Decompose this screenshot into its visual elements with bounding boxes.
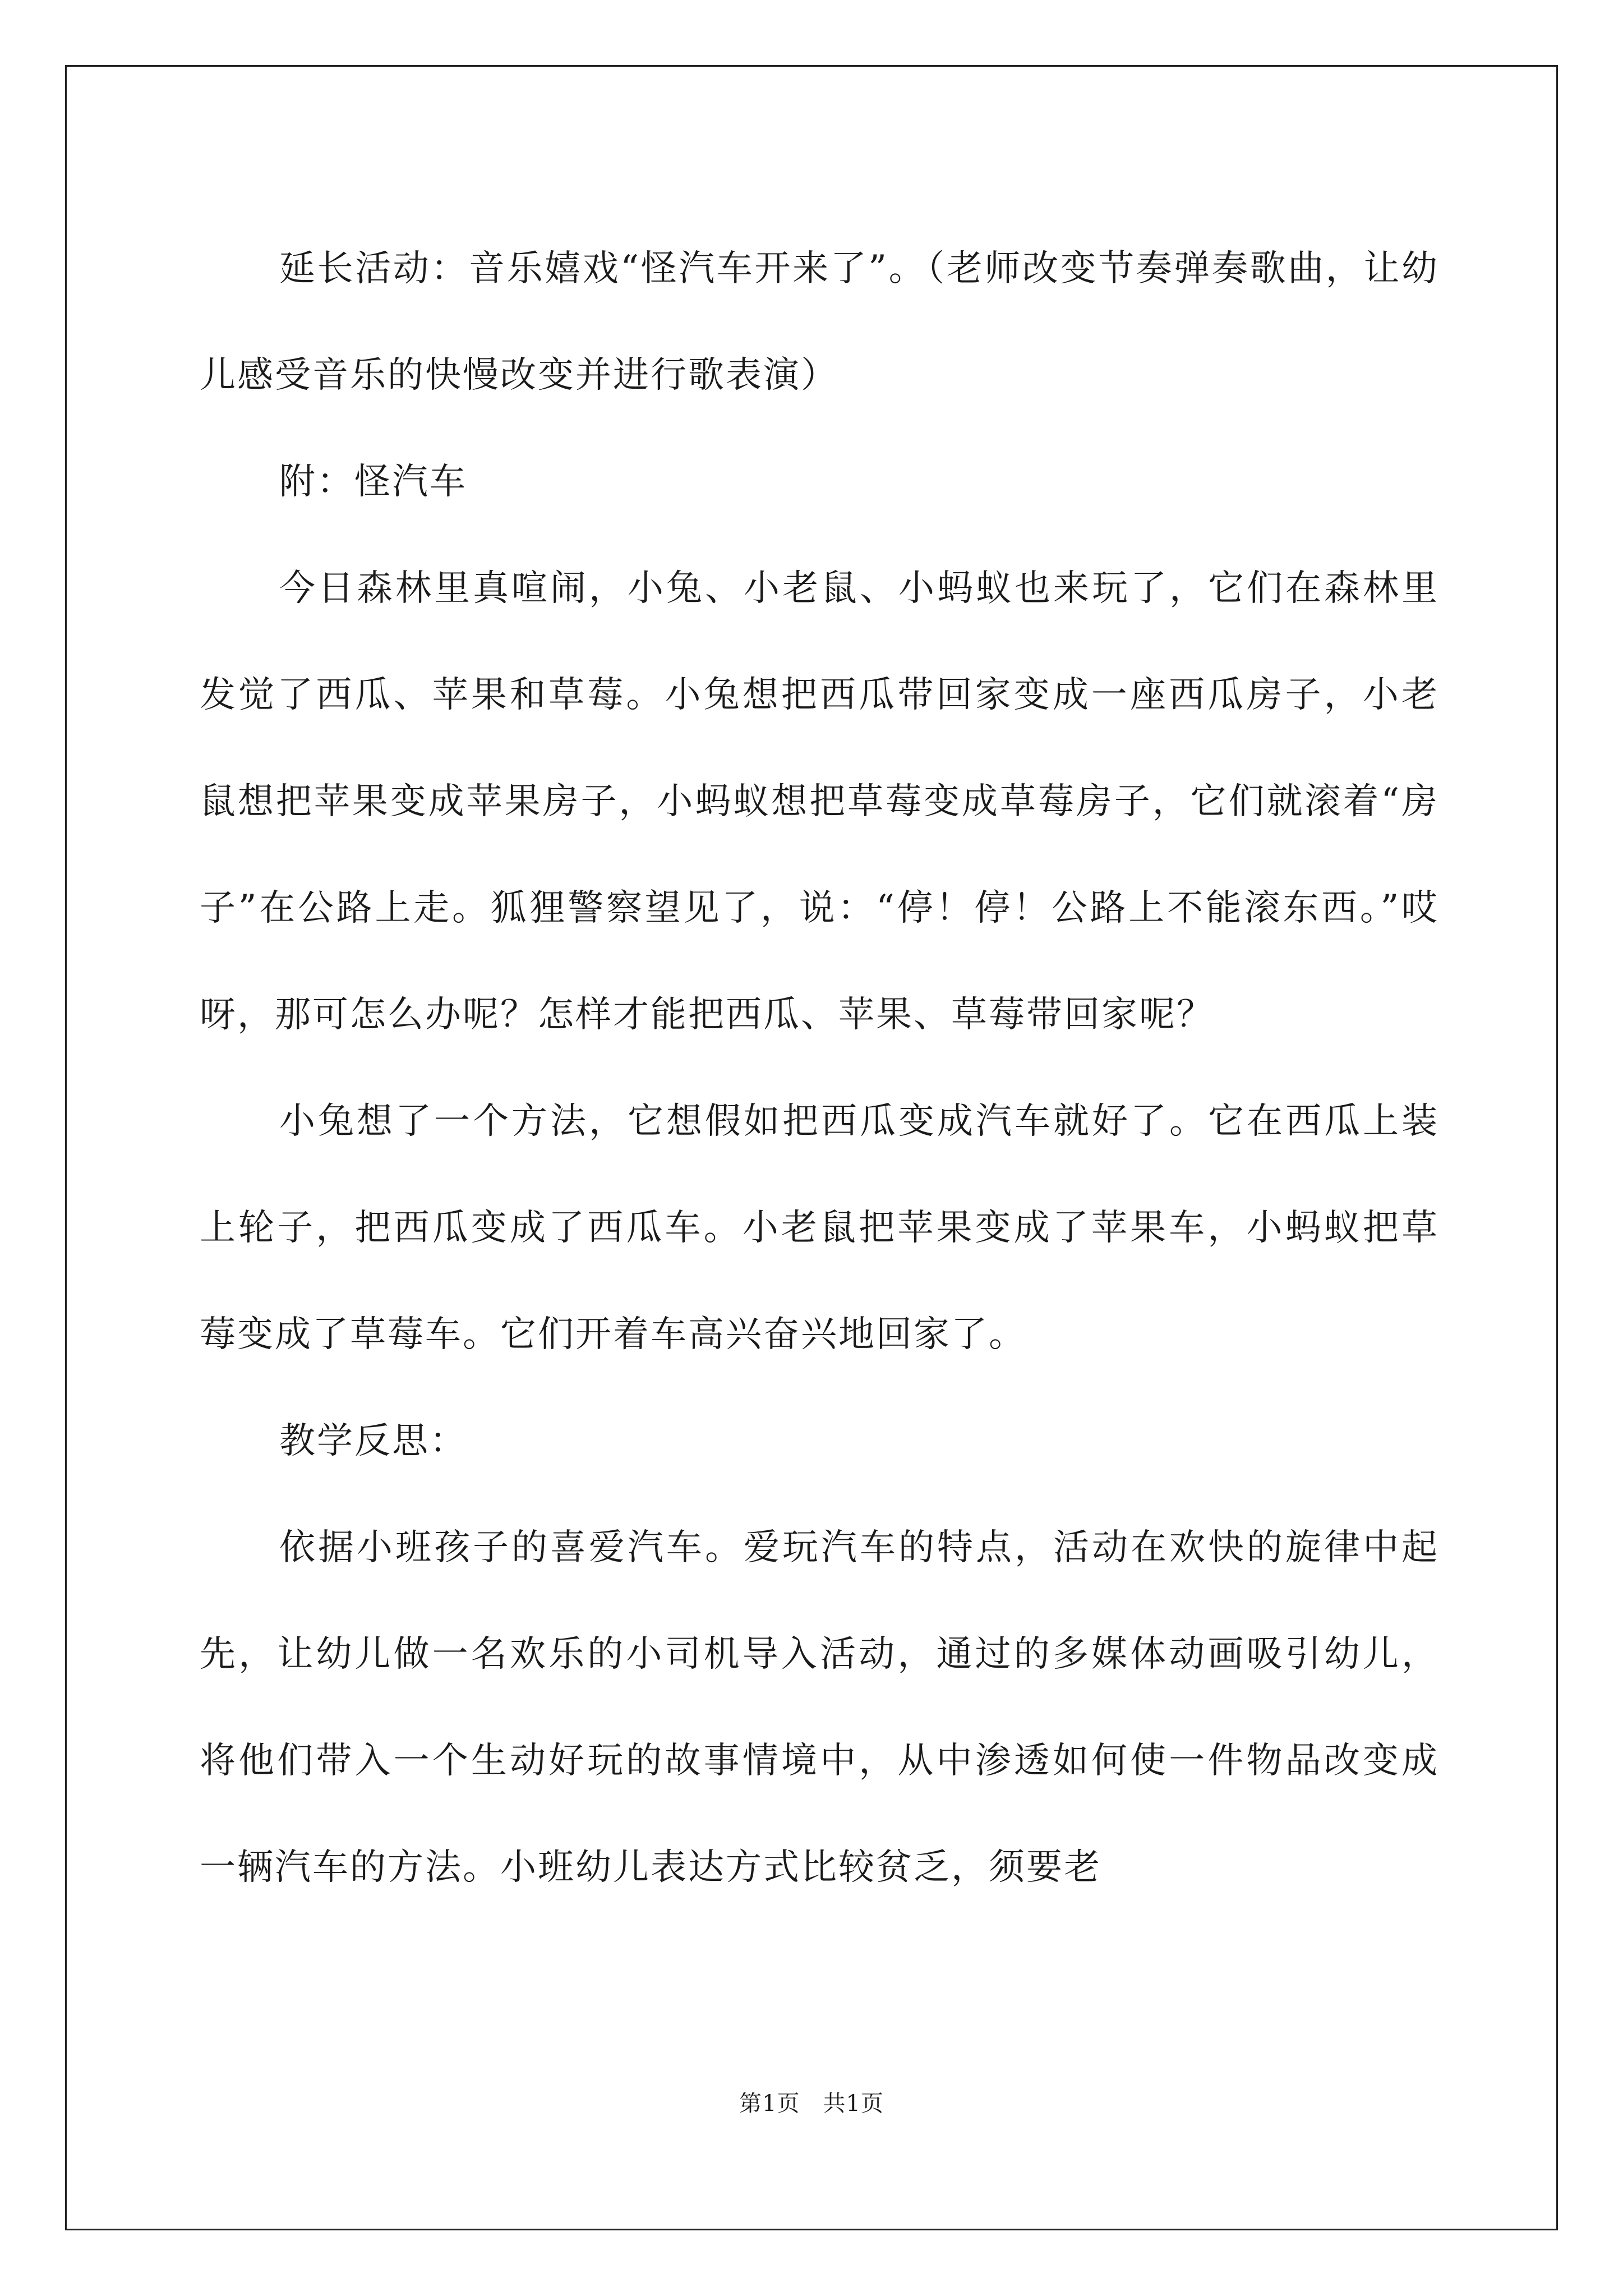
paragraph-appendix-title: 附：怪汽车 [279, 461, 467, 503]
paragraph-reflection-body: 依据小班孩子的喜爱汽车。爱玩汽车的特点，活动在欢快的旋律中起先，让幼儿做一名欢乐的小司机导入活动，通过的多媒体动画吸引幼儿，将他们带入一个生动好玩的故事情境中，从中渗透如何使一件物品改变成一辆汽车的方法。小班幼儿表达方式比较贫乏，须要老 [200, 1527, 1439, 1888]
document-body [200, 215, 1439, 1921]
paragraph-story-part-2: 小兔想了一个方法，它想假如把西瓜变成汽车就好了。它在西瓜上装上轮子，把西瓜变成了西瓜车。小老鼠把苹果变成了苹果车，小蚂蚁把草莓变成了草莓车。它们开着车高兴奋兴地回家了。 [200, 1101, 1439, 1355]
paragraph-extension-activity: 延长活动：音乐嬉戏“怪汽车开来了”。（老师改变节奏弹奏歌曲，让幼儿感受音乐的快慢改变并进行歌表演） [200, 248, 1439, 396]
paragraph-reflection-heading: 教学反思： [279, 1420, 467, 1462]
page-number-footer: 第1页 共1页 [739, 2091, 884, 2116]
paragraph-story-part-1: 今日森林里真喧闹，小兔、小老鼠、小蚂蚁也来玩了，它们在森林里发觉了西瓜、苹果和草莓。小兔想把西瓜带回家变成一座西瓜房子，小老鼠想把苹果变成苹果房子，小蚂蚁想把草莓变成草莓房子，它们就滚着“房子”在公路上走。狐狸警察望见了，说：“停！停！公路上不能滚东西。”哎呀，那可怎么办呢？怎样才能把西瓜、苹果、草莓带回家呢？ [200, 568, 1439, 1036]
